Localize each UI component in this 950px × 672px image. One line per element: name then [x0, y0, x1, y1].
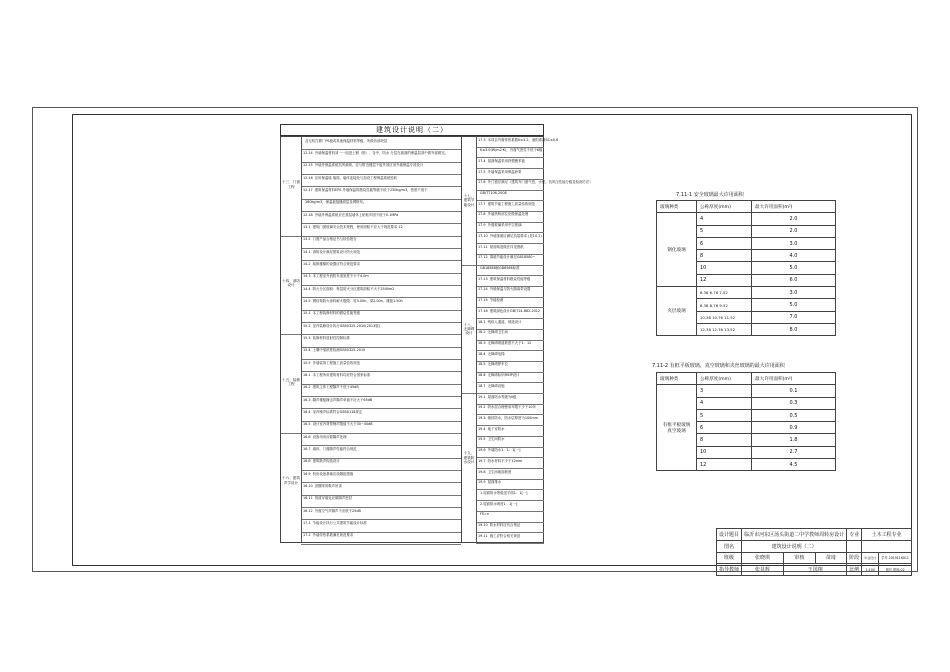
- note-text: 外墙保温采用保温砂浆: [487, 169, 522, 174]
- note-number: 18.1: [478, 319, 486, 324]
- note-text: 地下室防水: [487, 426, 505, 431]
- note-row: [478, 491, 528, 495]
- tb-label-class: 班级: [717, 552, 742, 564]
- note-number: 18.7: [478, 383, 486, 388]
- note-text: 屋面构造做法详见图纸: [489, 244, 524, 249]
- note-number: 17.6: [478, 180, 486, 185]
- note-row: [478, 384, 505, 388]
- note-row: [303, 521, 367, 525]
- note-row: [478, 459, 522, 463]
- thickness-cell: 5: [697, 409, 752, 421]
- thickness-cell: 8.38 8.76 9.52: [697, 299, 752, 311]
- glass-type-cell: 夹层玻璃: [657, 287, 697, 336]
- note-row: [303, 361, 360, 365]
- note-text: 墙体、门窗隔声性能符合规范: [312, 446, 357, 451]
- note-row: [303, 163, 423, 167]
- title-block: [716, 528, 912, 576]
- note-number: 17.9: [478, 223, 486, 228]
- note-number: 18.5: [478, 362, 486, 367]
- note-text: 建筑绿色设计GB/T14-882-2012: [489, 308, 541, 313]
- note-text: 本项目外窗传热系数K≤3.2，遮阳系数SC≤0.6: [487, 137, 559, 142]
- note-text: 设计室内背景噪声限值不大于30~40dB: [312, 422, 373, 427]
- note-text: 外墙外保温系统抗风载荷，应与附近楼层干板外部应用外墙保温专项设计: [314, 163, 424, 168]
- section-category-label: 十八、无障碍设计: [463, 322, 475, 336]
- note-number: 19.11: [478, 533, 488, 538]
- note-row: [303, 311, 360, 315]
- note-text: 防水材料不少于12mm: [487, 458, 523, 463]
- note-row: [478, 437, 505, 441]
- note-number: 19.2: [478, 405, 486, 410]
- note-row: [478, 309, 540, 313]
- note-number: 19.9: [478, 480, 486, 485]
- note-row: [478, 416, 538, 420]
- note-text: 建筑门窗玻璃安全技术规程，使用面积不应大于规范要求 12: [312, 224, 403, 229]
- thickness-cell: 3: [697, 385, 752, 397]
- area-cell: 6.0: [752, 274, 836, 286]
- note-number: 17.3: [478, 137, 486, 142]
- note-text: 防火分区面积：每层防火分区建筑面积不大于2500m2: [312, 286, 395, 291]
- tb-label-advisor: 指导教师: [717, 564, 742, 576]
- thickness-cell: 10.38 10.76 11.52: [697, 311, 752, 323]
- note-text: FS=n: [480, 512, 490, 517]
- note-text: 2.屋面排水坡度1：1[一]: [480, 501, 518, 506]
- tb-major: 土木工程专业: [862, 529, 912, 541]
- thickness-cell: 12.38 12.76 13.52: [697, 323, 752, 335]
- note-text: 建筑保温材料燃烧性能等级: [489, 276, 531, 281]
- note-text: 防水材料应有合格证: [489, 523, 521, 528]
- note-number: 12.14: [303, 150, 313, 155]
- note-text: 应用保温墙 墙面、墙体连接处与加设工程保温系统验收: [314, 175, 398, 180]
- glass-type-cell: 有框平板玻璃 真空玻璃: [657, 385, 697, 471]
- table-row: [657, 213, 836, 225]
- note-text: 本工程室外消防车道宽度不小于4.0m: [312, 274, 369, 279]
- note-text: 外墙传热系数满足规范要求: [312, 533, 354, 538]
- thickness-cell: 6.38 6.76 7.52: [697, 287, 752, 299]
- note-number: 16.10: [303, 483, 313, 488]
- note-row: [478, 191, 507, 195]
- table-header-cell: 公称厚度(mm): [697, 201, 752, 213]
- note-number: 17.12: [478, 255, 488, 260]
- note-row: [303, 139, 387, 143]
- note-text: 室内噪声标准符合GB50118规定: [312, 409, 363, 414]
- note-text: 设备用房应做隔声处理: [312, 434, 347, 439]
- tb-label-drawing: 图名: [717, 540, 742, 552]
- note-row: [303, 459, 340, 463]
- note-text: 外墙保温材料须一一前进上钢（筋）、各中，防水 分层在墙面的保温层须中做外部做完。: [314, 150, 449, 155]
- document-title: 建筑设计说明（二）: [280, 124, 544, 136]
- note-text: 残疾人通道、坡道设计: [487, 319, 522, 324]
- tb-drawing-name: 建筑设计说明（二）: [742, 540, 847, 552]
- note-row: [478, 448, 520, 452]
- note-number: 16.8: [303, 459, 311, 464]
- note-text: 外门窗应满足《建筑外门窗气密、水密、抗风压性能分级及检测方法》: [487, 180, 593, 185]
- note-row: [478, 362, 508, 366]
- tb-stage: 毕业设计: [862, 552, 879, 564]
- area-cell: 0.5: [752, 409, 836, 421]
- note-number: 12.15: [303, 163, 313, 168]
- section-category-label: 十五、装修工程: [282, 377, 300, 386]
- tb-project-name: 临沂市河东区汤头街道二中学教师周转房设计: [742, 529, 847, 541]
- note-row: [303, 398, 372, 402]
- note-row: [478, 234, 542, 238]
- note-number: 17.11: [478, 244, 488, 249]
- note-text: 幕墙节能设计满足GB18580~: [489, 255, 536, 260]
- note-number: 13.1: [303, 224, 311, 229]
- note-row: [478, 298, 503, 302]
- note-number: 19.1: [478, 394, 486, 399]
- note-number: 19.7: [478, 458, 486, 463]
- area-cell: 3.0: [752, 237, 836, 249]
- area-cell: 8.0: [752, 323, 836, 335]
- note-row: [478, 138, 558, 142]
- note-text: 施工应符合相关规范: [489, 533, 521, 538]
- area-cell: 2.0: [752, 225, 836, 237]
- note-text: 装修材料放射性控制标准: [312, 335, 350, 340]
- note-row: [303, 484, 342, 488]
- note-row: [478, 341, 531, 345]
- note-text: 顶棚采用吸声吊顶: [314, 483, 342, 488]
- note-text: 建筑节能工程施工质量验收规范: [487, 201, 536, 206]
- note-text: 节能设计执行公共建筑节能设计标准: [312, 520, 367, 525]
- note-row: [478, 277, 530, 281]
- note-row: [303, 422, 373, 426]
- area-cell: 1.8: [752, 434, 836, 446]
- note-row: [478, 202, 535, 206]
- note-text: K≤3.0(W/m2·K)，外窗气密性不低于6级: [480, 148, 543, 153]
- note-number: 16.1: [303, 372, 311, 377]
- thickness-cell: 8: [697, 434, 752, 446]
- table-row: [657, 385, 836, 397]
- note-row: [303, 151, 448, 155]
- note-row: [303, 435, 346, 439]
- note-row: [303, 324, 380, 328]
- note-number: 12.18: [303, 212, 313, 217]
- note-text: 门窗产品合格证书与检验报告: [312, 237, 357, 242]
- note-text: 卫生间防水: [487, 437, 505, 442]
- note-row: [478, 223, 521, 227]
- note-number: 19.8: [478, 469, 486, 474]
- note-row: [303, 237, 357, 241]
- note-number: 16.6: [303, 434, 311, 439]
- note-row: [478, 512, 489, 516]
- note-row: [303, 472, 353, 476]
- note-text: 消防设计满足建筑设计防火规范: [312, 249, 361, 254]
- note-number: 19.3: [478, 415, 486, 420]
- thickness-cell: 8: [697, 250, 752, 262]
- note-number: 17.8: [478, 212, 486, 217]
- note-text: 屋面防水等级为Ⅱ级: [487, 394, 517, 399]
- tb-sheet: 图号 建施-02: [879, 564, 912, 576]
- note-number: 15.3: [303, 335, 311, 340]
- area-cell: 0.1: [752, 385, 836, 397]
- note-number: 15.5: [303, 360, 311, 365]
- note-row: [478, 212, 528, 216]
- note-text: 建筑保温材料EPS 外墙保温的燃烧性能等级不低于250kg/m3，密度不低于: [314, 187, 428, 192]
- table2-caption: 7.11-2 有框平板玻璃、真空玻璃和夹丝玻璃的最大许用面积: [652, 363, 785, 369]
- area-cell: 5.0: [752, 262, 836, 274]
- note-number: 15.2: [303, 323, 311, 328]
- note-row: [303, 385, 359, 389]
- note-text: 墙体防水，防水层厚度为100mm: [487, 415, 538, 420]
- framed-glass-table: [656, 372, 836, 471]
- table-header-cell: 玻璃种类: [657, 373, 697, 385]
- section-category-label: 十四、消防设计: [282, 279, 300, 288]
- note-text: GB/T7106-2008: [480, 191, 507, 196]
- note-row: [303, 176, 397, 180]
- note-text: 疏散楼梯的设置应符合规范要求: [312, 261, 361, 266]
- note-row: [303, 496, 352, 500]
- note-text: 外墙外保温系统应在基层墙体上粘贴牢固不低于0.1MPa: [314, 212, 399, 217]
- tb-label-scale: 比例: [847, 564, 862, 576]
- note-row: [303, 262, 360, 266]
- table-header-cell: 最大许用面积(m²): [752, 373, 836, 385]
- safety-glass-table: [656, 200, 836, 336]
- area-cell: 0.9: [752, 422, 836, 434]
- notes-column-left: [280, 136, 462, 543]
- section-category-label: 十三、门窗工程: [282, 180, 300, 189]
- thickness-cell: 5: [697, 225, 752, 237]
- note-number: 14.2: [303, 261, 311, 266]
- note-row: [478, 159, 525, 163]
- note-number: 16.2: [303, 385, 311, 390]
- note-text: 外墙热桥部位应做保温处理: [487, 212, 529, 217]
- note-number: 17.5: [478, 169, 486, 174]
- note-text: 外墙防水1：1：1[一]: [487, 448, 521, 453]
- note-number: 12.17: [303, 187, 313, 192]
- note-text: 卫生间地面坡度: [487, 469, 512, 474]
- note-text: 无障碍电梯: [487, 351, 505, 356]
- note-number: 13.2: [303, 237, 311, 242]
- tb-student-id: 学号 2019116011: [879, 552, 912, 564]
- tb-student: 张晓琪: [742, 552, 784, 564]
- note-row: [303, 336, 350, 340]
- note-number: 14.1: [303, 249, 311, 254]
- note-number: 17.16: [478, 308, 488, 313]
- tb-label-project: 设计题目: [717, 529, 742, 541]
- note-text: 无障碍坡道坡度不大于1：12: [487, 341, 532, 345]
- note-row: [478, 180, 593, 184]
- note-row: [303, 299, 403, 303]
- note-text: 屋面保温采用挤塑聚苯板: [487, 158, 525, 163]
- note-text: 及无机打磨厂PS板或其他保温材料等级，所做各部块层: [305, 138, 388, 143]
- note-number: 12.16: [303, 175, 313, 180]
- tb-label-stage: 阶段: [847, 552, 862, 564]
- note-text: 防水层合理使用年限不少于10年: [487, 405, 536, 410]
- note-row: [303, 533, 353, 537]
- note-row: [478, 148, 542, 152]
- thickness-cell: 10: [697, 262, 752, 274]
- note-number: 16.4: [303, 409, 311, 414]
- note-text: 屋面排水: [487, 480, 502, 485]
- note-text: 外窗玻璃采用中空玻璃: [487, 223, 522, 228]
- note-number: 19.10: [478, 523, 488, 528]
- note-text: 建筑主体工程隔声不低于45dB: [312, 385, 359, 390]
- note-number: 14.3: [303, 274, 311, 279]
- note-row: [478, 523, 520, 527]
- note-text: 外墙装饰工程施工质量验收规范: [312, 360, 361, 365]
- note-text: 外窗空气声隔声不应低于25dB: [314, 508, 361, 513]
- table1-caption: 7.11-1 安全玻璃最大许用面积: [676, 192, 744, 198]
- note-text: GB18588和GB6566标准: [480, 266, 520, 271]
- note-text: 180kg/m3，保温板接缝面层及网格布。: [305, 200, 367, 205]
- note-number: 16.7: [303, 446, 311, 451]
- tb-label-major: 专业: [847, 529, 862, 541]
- note-number: 17.7: [478, 201, 486, 206]
- table-header-cell: 玻璃种类: [657, 201, 697, 213]
- area-cell: 2.7: [752, 446, 836, 458]
- note-row: [478, 395, 516, 399]
- section-category-label: 十七、建筑节能设计: [463, 194, 475, 207]
- note-text: 隔声楼板撞击声隔声单值不应大于65dB: [312, 397, 373, 402]
- note-number: 17.13: [478, 276, 488, 281]
- note-number: 17.10: [478, 233, 488, 238]
- note-row: [303, 213, 398, 217]
- note-row: [478, 245, 524, 249]
- note-text: 本工程装修材料的燃烧性能等级: [312, 311, 361, 316]
- note-number: 17.2: [303, 533, 311, 538]
- note-text: 机房设备基础应设隔振措施: [312, 471, 354, 476]
- note-text: 节能检测: [489, 298, 504, 303]
- tb-reviewer: 苗琦: [815, 552, 847, 564]
- tb-advisor-2: 王国翔: [784, 564, 847, 576]
- tb-scale: 1:100: [862, 564, 879, 576]
- note-number: 15.4: [303, 348, 311, 353]
- thickness-cell: 6: [697, 422, 752, 434]
- note-row: [303, 188, 427, 192]
- note-row: [478, 170, 521, 174]
- notes-column-right-body: [462, 136, 593, 543]
- note-number: 17.15: [478, 298, 488, 303]
- tb-advisor-1: 张显辉: [742, 564, 784, 576]
- note-text: 无障碍卫生间: [487, 330, 508, 335]
- note-number: 17.14: [478, 287, 488, 292]
- glass-type-cell: 钢化玻璃: [657, 213, 697, 287]
- note-row: [478, 405, 536, 409]
- note-row: [478, 470, 511, 474]
- note-text: 外墙保温与防火隔离带设置: [489, 287, 531, 292]
- note-row: [478, 320, 521, 324]
- area-cell: 3.0: [752, 287, 836, 299]
- note-number: 16.12: [303, 508, 313, 513]
- note-row: [478, 534, 520, 538]
- note-number: 14.5: [303, 298, 311, 303]
- area-cell: 4.5: [752, 459, 836, 471]
- thickness-cell: 4: [697, 213, 752, 225]
- note-number: 18.2: [478, 330, 486, 335]
- thickness-cell: 10: [697, 446, 752, 458]
- thickness-cell: 12: [697, 274, 752, 286]
- note-number: 14.4: [303, 286, 311, 291]
- note-row: [478, 255, 535, 259]
- area-cell: 2.0: [752, 213, 836, 225]
- note-text: 钢结构防火涂料耐火极限：柱3.00h、梁2.00h、楼板1.50h: [312, 298, 403, 303]
- note-row: [303, 274, 369, 278]
- table-header-cell: 最大许用面积(m²): [752, 201, 836, 213]
- note-text: 无障碍停车位: [487, 362, 508, 367]
- note-row: [303, 373, 370, 377]
- note-text: 无障碍标识MEIP设计: [487, 373, 520, 378]
- note-row: [478, 480, 501, 484]
- tb-label-review: 审核: [784, 552, 816, 564]
- area-cell: 7.0: [752, 311, 836, 323]
- note-row: [478, 266, 520, 270]
- note-row: [303, 200, 366, 204]
- table-row: [657, 287, 836, 299]
- thickness-cell: 6: [697, 237, 752, 249]
- note-text: 无障碍设施: [487, 383, 505, 388]
- thickness-cell: 12: [697, 459, 752, 471]
- area-cell: 5.0: [752, 299, 836, 311]
- note-text: 室内装修设计执行GB50325-2010(2013版): [312, 323, 380, 328]
- note-row: [303, 287, 394, 291]
- note-number: 17.4: [478, 158, 486, 163]
- note-row: [478, 352, 505, 356]
- note-number: 15.1: [303, 311, 311, 316]
- note-row: [478, 502, 517, 506]
- note-number: 17.1: [303, 520, 311, 525]
- note-number: 16.9: [303, 471, 311, 476]
- note-row: [303, 410, 362, 414]
- area-cell: 0.3: [752, 397, 836, 409]
- note-row: [478, 373, 519, 377]
- table-header-cell: 公称厚度(mm): [697, 373, 752, 385]
- section-category-label: 十九、建筑防水设计: [463, 451, 475, 464]
- note-number: 19.6: [478, 448, 486, 453]
- note-number: 16.5: [303, 422, 311, 427]
- note-row: [478, 427, 505, 431]
- note-number: 18.6: [478, 373, 486, 378]
- note-row: [303, 447, 357, 451]
- note-text: 1.屋面防水等级见平面1：1[一]: [480, 490, 528, 495]
- note-number: 19.5: [478, 437, 486, 442]
- note-row: [478, 287, 530, 291]
- thickness-cell: 4: [697, 397, 752, 409]
- note-text: 建筑吸声构造设计: [312, 459, 340, 464]
- note-number: 19.4: [478, 426, 486, 431]
- note-row: [303, 348, 365, 352]
- section-category-label: 十六、建筑声学设计: [282, 476, 300, 485]
- note-row: [303, 250, 360, 254]
- note-text: 外墙饰面应满足抗裂要求 (见10.2): [489, 233, 542, 238]
- note-number: 16.11: [303, 496, 313, 501]
- note-row: [303, 225, 403, 229]
- note-text: 土壤中氡浓度检测GB50325-2010: [312, 348, 366, 353]
- note-number: 18.4: [478, 351, 486, 356]
- note-row: [303, 509, 361, 513]
- area-cell: 4.0: [752, 250, 836, 262]
- note-number: 16.3: [303, 397, 311, 402]
- note-text: 管道穿墙处应做隔声密封: [314, 496, 353, 501]
- note-row: [478, 330, 508, 334]
- note-number: 18.3: [478, 341, 486, 345]
- note-text: 本工程所用建筑材料均应符合国家标准: [312, 372, 371, 377]
